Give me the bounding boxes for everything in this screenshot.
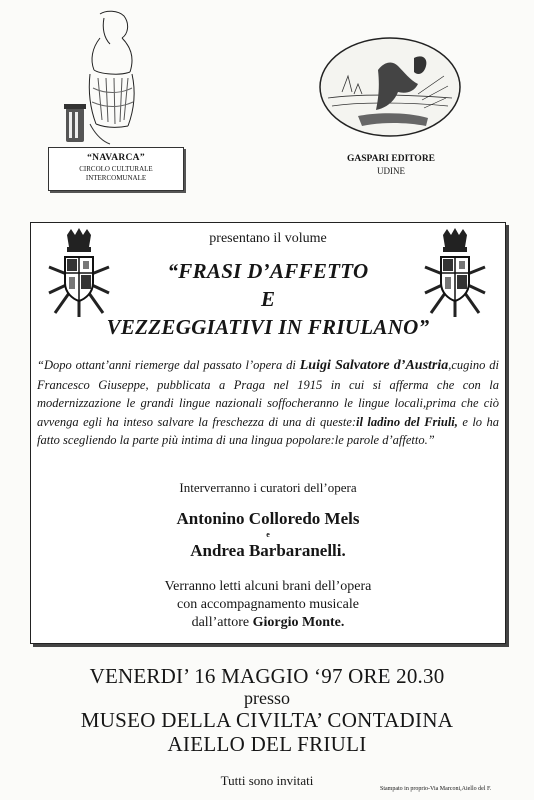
circle-subtitle-2: INTERCOMUNALE (85, 174, 147, 182)
book-title-line-2: E (260, 287, 275, 311)
reading-line-1: Verranno letti alcuni brani dell’opera (164, 579, 372, 594)
curator-conjunction: e (266, 530, 270, 539)
quote-part-2: ,cugino di Francesco Giuseppe, pubblicata a Praga nel 1915 in cui si afferma che con la modernizzazione le grandi lingue nazionali soffocheranno le lingue locali,prima che ciò avvenga egli ha inteso salvare la freschezza di una di queste: (37, 358, 499, 429)
curators-intro: Interverranno i curatori dell’opera (179, 480, 357, 495)
actor-name: Giorgio Monte. (252, 615, 345, 630)
engraving-oval-icon (318, 36, 462, 138)
quote-highlight: il ladino del Friuli, (356, 414, 458, 429)
circle-subtitle-1: CIRCOLO CULTURALE (79, 165, 153, 173)
event-town: AIELLO DEL FRIULI (167, 732, 367, 756)
statue-icon (60, 8, 170, 148)
navarca-caption-box (48, 147, 184, 191)
quote-part-3: e lo ha fatto scegliendo la parte più intima di una lingua popolare:le parole d’affetto.” (37, 414, 499, 447)
event-presso: presso (244, 688, 290, 708)
circle-name: “NAVARCA” (87, 153, 145, 163)
book-title-line-3: VEZZEGGIATIVI IN FRIULANO” (106, 315, 430, 339)
invitation-text: Tutti sono invitati (220, 773, 314, 788)
book-description-quote (37, 356, 499, 450)
intro-text: presentano il volume (209, 231, 327, 246)
reading-line-3-prefix: dall’attore (191, 615, 253, 630)
reading-line-3 (31, 615, 505, 631)
curator-name-1: Antonino Colloredo Mels (176, 509, 360, 528)
event-date: VENERDI’ 16 MAGGIO ‘97 ORE 20.30 (89, 664, 445, 688)
book-title-line-1: “FRASI D’AFFETTO (167, 259, 369, 283)
printer-note: Stampato in proprio-Via Marconi,Aiello del F. (380, 786, 492, 792)
presentation-frame (30, 222, 506, 644)
event-venue: MUSEO DELLA CIVILTA’ CONTADINA (80, 708, 454, 732)
quote-part-1: “Dopo ottant’anni riemerge dal passato l’opera di (37, 358, 300, 372)
publisher-city: UDINE (377, 166, 405, 176)
quote-author: Luigi Salvatore d’Austria (299, 358, 449, 373)
curator-name-2: Andrea Barbaranelli. (190, 541, 346, 560)
reading-line-2: con accompagnamento musicale (177, 597, 359, 612)
publisher-name: GASPARI EDITORE (346, 154, 436, 164)
